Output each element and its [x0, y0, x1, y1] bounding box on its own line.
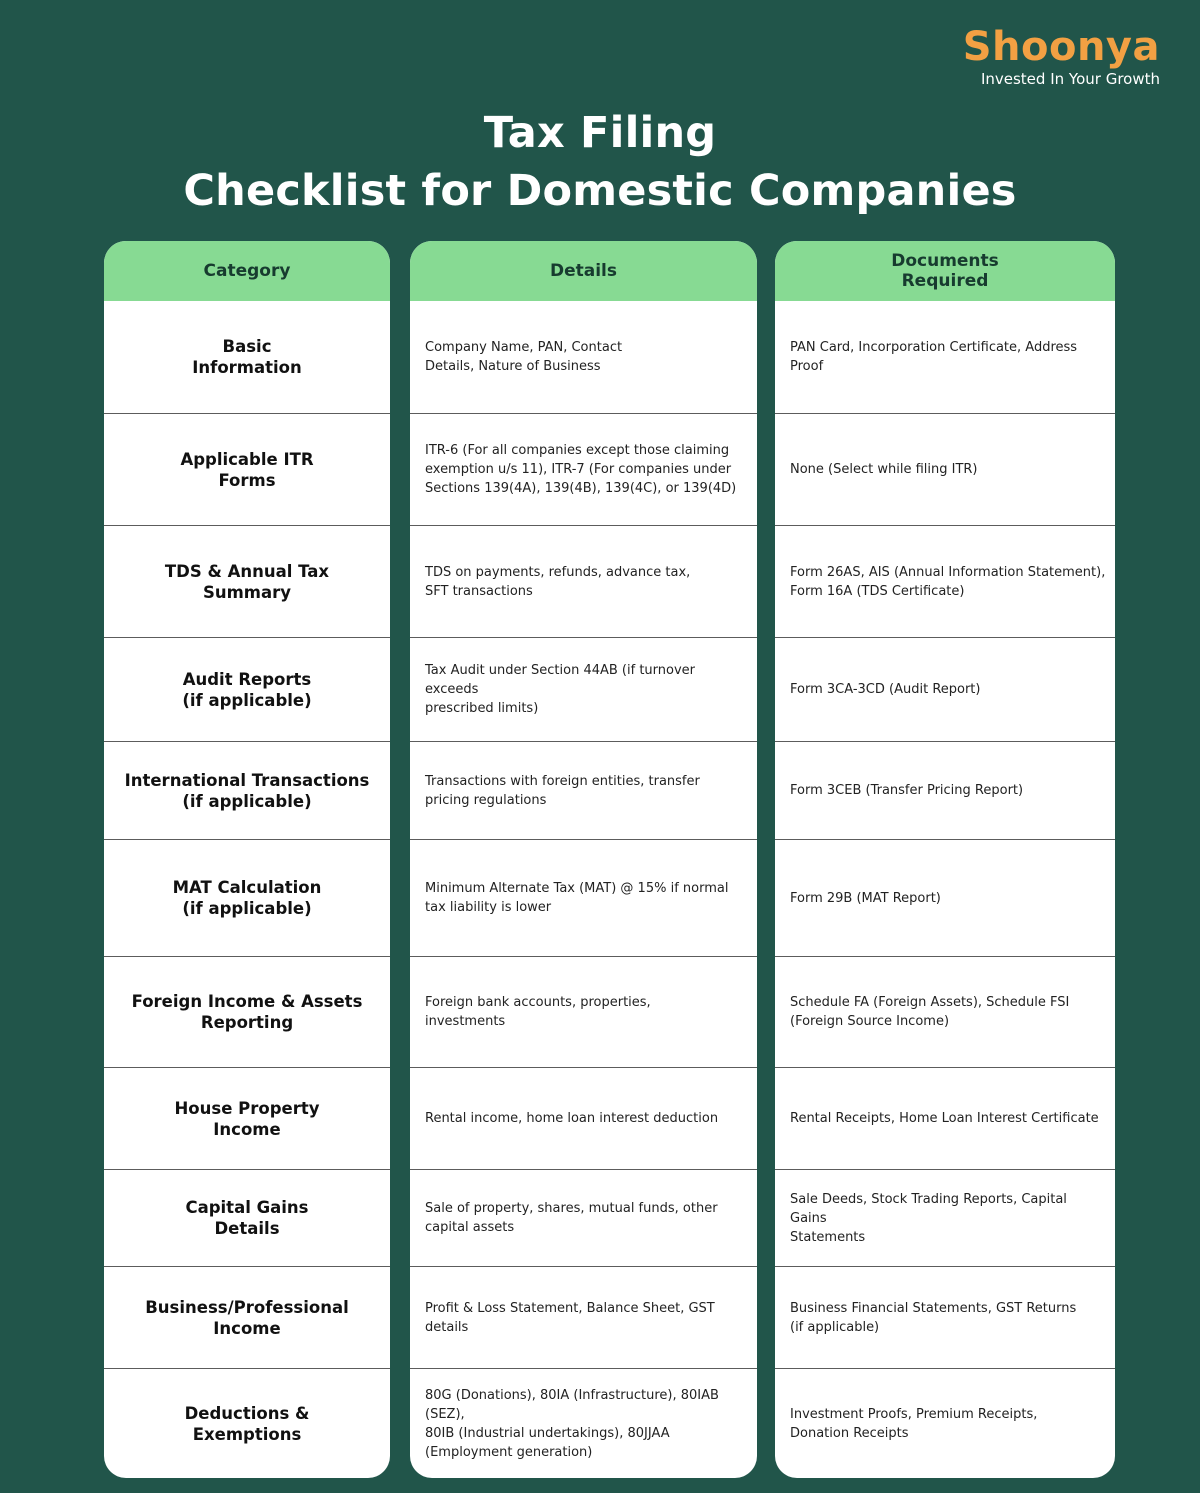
details-cell	[410, 1368, 757, 1478]
documents-cell	[775, 525, 1115, 637]
details-cell	[410, 741, 757, 839]
documents-text: Form 3CA-3CD (Audit Report)	[790, 682, 981, 697]
details-text: Minimum Alternate Tax (MAT) @ 15% if normal tax liability is lower	[425, 881, 729, 915]
details-cell	[410, 1169, 757, 1266]
category-cell	[104, 301, 390, 413]
category-cell	[104, 1067, 390, 1169]
details-text: 80G (Donations), 80IA (Infrastructure), 80IAB (SEZ), 80IB (Industrial undertakings), 80JJAA (Employment generation)	[425, 1387, 719, 1460]
documents-text: Rental Receipts, Home Loan Interest Certificate	[790, 1111, 1099, 1126]
documents-cell	[775, 1368, 1115, 1478]
category-text: International Transactions (if applicable)	[124, 770, 370, 811]
category-text: Audit Reports (if applicable)	[182, 669, 312, 710]
documents-cell	[775, 301, 1115, 413]
documents-cell	[775, 741, 1115, 839]
details-text: TDS on payments, refunds, advance tax, SFT transactions	[425, 564, 691, 599]
documents-cell	[775, 839, 1115, 956]
category-cell	[104, 413, 390, 525]
category-cell	[104, 637, 390, 741]
details-cell	[410, 956, 757, 1067]
documents-text: Form 26AS, AIS (Annual Information Statement), Form 16A (TDS Certificate)	[790, 564, 1106, 599]
documents-cell	[775, 413, 1115, 525]
details-header: Details	[410, 241, 757, 301]
page-title: Tax Filing Checklist for Domestic Companies	[183, 108, 1017, 216]
details-text: Foreign bank accounts, properties, investments	[425, 995, 651, 1029]
documents-text: Schedule FA (Foreign Assets), Schedule FSI (Foreign Source Income)	[790, 995, 1070, 1029]
category-text: MAT Calculation (if applicable)	[172, 878, 322, 918]
details-cell	[410, 1266, 757, 1368]
details-column	[410, 241, 757, 1478]
details-text: ITR-6 (For all companies except those claiming exemption u/s 11), ITR-7 (For companies under Sections 139(4A), 139(4B), 139(4C), or 139(4D)	[425, 443, 737, 496]
category-cell	[104, 741, 390, 839]
details-text: Profit & Loss Statement, Balance Sheet, GST details	[425, 1300, 715, 1335]
documents-text: PAN Card, Incorporation Certificate, Address Proof	[790, 340, 1078, 374]
details-text: Sale of property, shares, mutual funds, other capital assets	[425, 1201, 718, 1235]
category-text: Applicable ITR Forms	[180, 449, 314, 490]
documents-column	[775, 241, 1115, 1478]
category-text: Foreign Income & Assets Reporting	[131, 992, 363, 1032]
details-text: Rental income, home loan interest deduction	[425, 1111, 719, 1126]
documents-text: Sale Deeds, Stock Trading Reports, Capital Gains Statements	[790, 1191, 1067, 1245]
brand-tagline: Invested In Your Growth	[980, 70, 1160, 88]
documents-text: Business Financial Statements, GST Returns (if applicable)	[790, 1300, 1077, 1335]
category-cell	[104, 839, 390, 956]
details-cell	[410, 1067, 757, 1169]
category-cell	[104, 1169, 390, 1266]
details-cell	[410, 301, 757, 413]
category-text: TDS & Annual Tax Summary	[164, 561, 330, 602]
details-cell	[410, 525, 757, 637]
category-text: Deductions & Exemptions	[184, 1403, 310, 1444]
category-text: Capital Gains Details	[185, 1198, 309, 1238]
documents-cell	[775, 1266, 1115, 1368]
documents-text: None (Select while filing ITR)	[790, 462, 978, 477]
documents-cell	[775, 956, 1115, 1067]
category-cell	[104, 525, 390, 637]
documents-cell	[775, 637, 1115, 741]
category-cell	[104, 956, 390, 1067]
category-column	[104, 241, 390, 1478]
category-text: House Property Income	[174, 1098, 320, 1139]
category-text: Business/Professional Income	[145, 1297, 349, 1338]
details-text: Transactions with foreign entities, transfer pricing regulations	[425, 773, 700, 808]
category-text: Basic Information	[192, 337, 302, 377]
category-header: Category	[104, 241, 390, 301]
brand-logo	[963, 26, 1160, 88]
details-text: Tax Audit under Section 44AB (if turnover exceeds prescribed limits)	[425, 663, 696, 716]
documents-text: Form 3CEB (Transfer Pricing Report)	[790, 783, 1024, 798]
documents-cell	[775, 1169, 1115, 1266]
brand-name: Shoonya	[962, 24, 1160, 70]
details-cell	[410, 637, 757, 741]
documents-cell	[775, 1067, 1115, 1169]
documents-text: Form 29B (MAT Report)	[790, 890, 941, 906]
category-cell	[104, 1368, 390, 1478]
documents-header: Documents Required	[775, 241, 1115, 301]
details-cell	[410, 839, 757, 956]
documents-text: Investment Proofs, Premium Receipts, Donation Receipts	[790, 1406, 1038, 1441]
category-cell	[104, 1266, 390, 1368]
details-cell	[410, 413, 757, 525]
details-text: Company Name, PAN, Contact Details, Nature of Business	[425, 340, 623, 374]
